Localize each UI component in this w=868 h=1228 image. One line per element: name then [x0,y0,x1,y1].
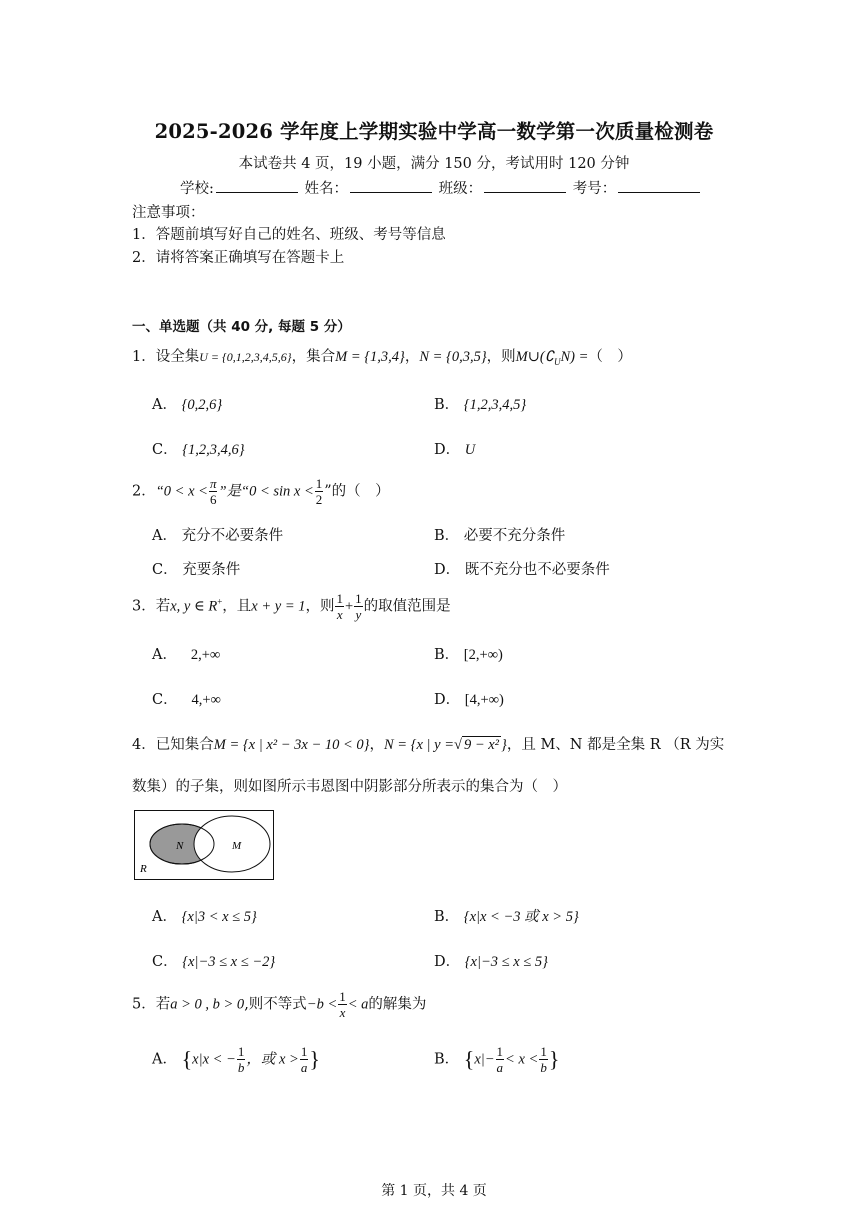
plus-sign: + [344,598,354,615]
venn-label-r: R [140,863,147,875]
set-n: } [501,737,507,753]
option-d[interactable] [434,950,548,971]
exam-subtitle: 本试卷共 4 页，19 小题，满分 150 分，考试用时 120 分钟 [238,156,630,172]
fraction [315,477,324,506]
numerator: 1 [496,1044,504,1059]
option-label: C． [152,954,178,970]
option-label: D． [434,562,461,578]
option-a[interactable] [152,905,257,926]
question-text: ”的（ ） [324,483,390,500]
option-c[interactable] [152,438,245,459]
numerator: 1 [300,1044,308,1059]
inequality: < a [347,996,369,1013]
question-text: ，则 [486,349,516,365]
option-label: C． [152,692,178,708]
question-5 [132,990,426,1019]
denominator: x [339,1005,346,1020]
question-text: ，则 [305,598,335,615]
question-text: ，且 M、N 都是全集 R （R 为实 [506,737,725,753]
notice-item: 1．答题前填写好自己的姓名、班级、考号等信息 [132,227,446,243]
question-text: 的取值范围是 [363,598,451,615]
brace-right: } [309,1046,320,1072]
set-n: N = {x | y = [383,737,454,753]
option-text: < x < [505,1051,539,1068]
option-label: B． [434,1051,460,1068]
question-text: “0 < x < [155,483,208,500]
option-b[interactable] [434,905,579,926]
fraction [237,1045,246,1074]
option-label: B． [434,909,460,925]
question-number: 1． [132,349,156,365]
question-text: ，集合 [291,349,336,365]
number-field[interactable] [618,178,700,193]
option-d[interactable] [434,688,504,709]
fraction [354,592,363,621]
option-text: 2,+∞ [190,647,221,663]
inequality: −b < [306,996,338,1013]
class-label: 班级： [438,181,483,197]
option-text: U [464,442,476,458]
option-a[interactable] [152,643,220,664]
option-text: 必要不充分条件 [463,528,566,544]
expression: M∪(∁ [515,349,554,365]
option-label: A． [152,1051,177,1068]
option-a[interactable] [152,1045,320,1074]
question-text: ， [369,737,384,753]
question-3 [132,592,451,621]
fraction [335,592,344,621]
option-text: [2,+∞) [463,647,503,663]
option-text: {x|3 < x ≤ 5} [181,909,257,925]
option-text: x|− [474,1051,495,1068]
numerator: 1 [315,476,323,491]
option-text: {x|x < −3 或 x > 5} [463,909,579,925]
option-label: A． [152,528,177,544]
option-a[interactable] [152,393,222,414]
denominator: 6 [209,492,217,507]
numerator: 1 [237,1044,245,1059]
option-text: 既不充分也不必要条件 [464,562,610,578]
option-label: B． [434,397,460,413]
denominator: a [300,1060,308,1075]
school-field[interactable] [216,178,298,193]
question-4 [132,733,724,754]
option-text: {0,2,6} [181,397,223,413]
question-text: ”是“0 < sin x < [218,483,314,500]
option-text: 充分不必要条件 [181,528,284,544]
option-b[interactable] [434,524,565,545]
venn-diagram [134,810,274,880]
option-text: [4,+∞) [464,692,504,708]
venn-label-m: M [232,840,242,852]
option-label: C． [152,442,178,458]
name-label: 姓名： [304,181,348,197]
brace-left: { [181,1046,193,1072]
option-d[interactable] [434,438,475,459]
option-label: B． [434,647,460,663]
fraction [539,1045,548,1074]
question-text: 已知集合 [155,737,214,753]
page-footer: 第 1 页，共 4 页 [381,1183,487,1199]
page-title: 2025-2026 学年度上学期实验中学高一数学第一次质量检测卷 [154,120,714,143]
option-label: D． [434,692,461,708]
condition: x + y = 1 [251,598,306,615]
option-text: {1,2,3,4,6} [182,442,245,458]
option-label: D． [434,442,461,458]
superscript: + [217,596,223,607]
option-text: {1,2,3,4,5} [463,397,527,413]
venn-label-n: N [176,840,184,852]
sqrt-sign: √ [453,737,462,753]
denominator: 2 [315,492,323,507]
question-2 [132,477,390,506]
denominator: y [355,607,362,622]
option-b[interactable] [434,1045,559,1074]
option-label: B． [434,528,460,544]
class-field[interactable] [484,178,566,193]
denominator: b [540,1060,547,1075]
option-c[interactable] [152,950,275,971]
question-text: ,则不等式 [244,996,307,1013]
notice-item: 2．请将答案正确填写在答题卡上 [132,250,345,266]
numerator: 1 [355,591,362,606]
option-label: C． [152,562,178,578]
option-c[interactable] [152,558,240,579]
question-text: 设全集 [155,349,200,365]
condition: x, y ∈ R [170,598,218,615]
option-text: {x|−3 ≤ x ≤ −2} [182,954,276,970]
numerator: 1 [339,989,346,1004]
option-label: A． [152,909,177,925]
fraction [209,477,218,506]
condition: a > 0 , b > 0 [170,996,245,1013]
fraction [496,1045,505,1074]
option-label: A． [152,397,177,413]
notice-title: 注意事项： [132,205,205,221]
question-1 [132,345,632,367]
sqrt-content: 9 − x² [463,737,500,753]
question-number: 2． [132,483,156,500]
set-m: M = {1,3,4} [335,349,405,365]
option-c[interactable] [152,688,221,709]
question-number: 5． [132,996,156,1013]
name-field[interactable] [350,178,432,193]
set-n: N = {0,3,5} [419,349,487,365]
numerator: 1 [540,1044,547,1059]
denominator: a [496,1060,504,1075]
denominator: b [237,1060,245,1075]
school-label: 学校: [180,181,214,197]
section-title: 一、单选题（共 40 分, 每题 5 分） [132,319,351,335]
set-m: M = {x | x² − 3x − 10 < 0} [213,737,370,753]
option-b[interactable] [434,643,503,664]
question-text: ， [404,349,420,365]
question-text: 数集）的子集，则如图所示韦恩图中阴影部分所表示的集合为（ ） [132,779,567,795]
set-u: U = {0,1,2,3,4,5,6} [199,350,292,364]
question-text: 若 [155,996,171,1013]
denominator: x [336,607,343,622]
option-text: {x|−3 ≤ x ≤ 5} [464,954,548,970]
fraction [300,1045,309,1074]
question-number: 3． [132,598,156,615]
question-text: 的解集为 [368,996,427,1013]
option-a[interactable] [152,524,283,545]
numerator: π [209,476,217,491]
number-label: 考号： [572,181,617,197]
expression-sub: U [553,356,561,367]
option-b[interactable] [434,393,526,414]
option-text: ，或 x > [246,1051,299,1068]
option-text: 4,+∞ [191,692,221,708]
student-info-line [180,177,702,198]
expression: N) = [560,349,589,365]
question-text: ，且 [222,598,252,615]
option-d[interactable] [434,558,610,579]
question-number: 4． [132,737,156,753]
option-label: A． [152,647,177,663]
option-text: 充要条件 [182,562,241,578]
brace-left: { [463,1046,475,1072]
answer-paren: （ ） [588,349,632,365]
option-text: x|x < − [192,1051,236,1068]
brace-right: } [548,1046,560,1072]
numerator: 1 [336,591,343,606]
option-label: D． [434,954,461,970]
question-text: 若 [155,598,171,615]
fraction [338,990,347,1019]
